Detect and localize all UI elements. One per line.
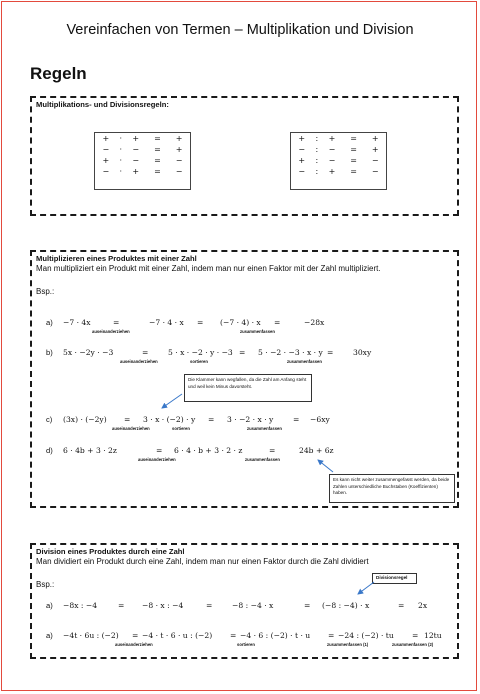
arrow-to-division-rule bbox=[358, 582, 374, 594]
sign-symbol: + bbox=[328, 134, 336, 143]
sign-symbol: − bbox=[328, 156, 336, 165]
step-label: auseinanderziehen bbox=[115, 642, 153, 647]
step-label: sortieren bbox=[237, 642, 255, 647]
sign-symbol: + bbox=[371, 145, 379, 154]
term: −4t · 6u : (−2) bbox=[63, 631, 119, 640]
sign-symbol: − bbox=[175, 167, 183, 176]
step-label: auseinanderziehen bbox=[92, 329, 130, 334]
example-label-a: a) bbox=[46, 601, 53, 610]
term: −4 · t · 6 · u : (−2) bbox=[142, 631, 213, 640]
equals: = bbox=[142, 348, 149, 357]
term: 5 · −2 · −3 · x · y bbox=[258, 348, 323, 357]
equals: = bbox=[118, 601, 125, 610]
step-label: sortieren bbox=[172, 426, 190, 431]
step-label: zusammenfassen bbox=[247, 426, 282, 431]
equals: = bbox=[124, 415, 131, 424]
sign-symbol: + bbox=[328, 167, 336, 176]
sign-symbol: + bbox=[175, 134, 183, 143]
step-label: auseinanderziehen bbox=[112, 426, 150, 431]
equals: = bbox=[293, 415, 300, 424]
sign-symbol: = bbox=[350, 156, 357, 165]
term: 12tu bbox=[424, 631, 442, 640]
equals: = bbox=[208, 415, 215, 424]
equals: = bbox=[412, 631, 419, 640]
sign-symbol: + bbox=[298, 156, 306, 165]
example-label-a: a) bbox=[46, 318, 53, 327]
term: 5x · −2y · −3 bbox=[63, 348, 114, 357]
sign-symbol: = bbox=[154, 145, 161, 154]
sign-symbol: + bbox=[371, 134, 379, 143]
step-label: zusammenfassen (1) bbox=[327, 642, 369, 647]
sign-symbol: + bbox=[102, 156, 110, 165]
example-label-b: b) bbox=[46, 348, 53, 357]
step-label: auseinanderziehen bbox=[120, 359, 158, 364]
equals: = bbox=[132, 631, 139, 640]
division-rule-callout: Divisionsregel bbox=[372, 573, 417, 584]
term: −28x bbox=[304, 318, 325, 327]
section-title: Regeln bbox=[30, 64, 87, 83]
term: −8x : −4 bbox=[63, 601, 98, 610]
example-label-a: a) bbox=[46, 631, 53, 640]
document-title: Vereinfachen von Termen – Multiplikation und Division bbox=[66, 22, 414, 38]
equals: = bbox=[206, 601, 213, 610]
term: (3x) · (−2y) bbox=[63, 415, 107, 424]
sign-symbol: + bbox=[298, 134, 306, 143]
sign-symbol: + bbox=[102, 134, 110, 143]
term: 2x bbox=[418, 601, 428, 610]
step-label: auseinanderziehen bbox=[138, 457, 176, 462]
arrow-to-example-d bbox=[318, 460, 333, 472]
step-label: zusammenfassen bbox=[287, 359, 322, 364]
division-heading: Division eines Produktes durch eine Zahl bbox=[36, 547, 185, 556]
sign-symbol: = bbox=[154, 134, 161, 143]
sign-symbol: · bbox=[119, 145, 123, 154]
equals: = bbox=[327, 348, 334, 357]
term: 6 · 4b + 3 · 2z bbox=[63, 446, 117, 455]
sign-symbol: = bbox=[154, 167, 161, 176]
term: −4 · 6 : (−2) · t · u bbox=[240, 631, 311, 640]
term: −8 · x : −4 bbox=[142, 601, 184, 610]
sign-symbol: − bbox=[298, 145, 306, 154]
term: 30xy bbox=[353, 348, 372, 357]
sign-symbol: : bbox=[315, 156, 319, 165]
equals: = bbox=[304, 601, 311, 610]
sign-symbol: : bbox=[315, 167, 319, 176]
step-label: zusammenfassen bbox=[245, 457, 280, 462]
term: 3 · −2 · x · y bbox=[227, 415, 274, 424]
sign-symbol: = bbox=[350, 167, 357, 176]
equals: = bbox=[239, 348, 246, 357]
sign-symbol: − bbox=[328, 145, 336, 154]
equals: = bbox=[156, 446, 163, 455]
example-label-c: c) bbox=[46, 415, 53, 424]
division-rule-text: Man dividiert ein Produkt durch eine Zahl, indem man nur einen Faktor durch die Zahl dividiert bbox=[36, 557, 369, 566]
sign-symbol: · bbox=[119, 167, 123, 176]
note-zusammenfassen: Es kann nicht weiter zusammengefasst werden, da beide Zahlen unterschiedliche Buchstaben (Koeffizienten) haben. bbox=[329, 474, 455, 503]
term: 6 · 4 · b + 3 · 2 · z bbox=[174, 446, 243, 455]
term: (−7 · 4) · x bbox=[220, 318, 261, 327]
note-klammer: Die Klammer kann wegfallen, da die Zahl am Anfang steht und weil kein Minus davorsteht. bbox=[184, 374, 312, 402]
sign-symbol: : bbox=[315, 145, 319, 154]
rules-heading: Multiplikations- und Divisionsregeln: bbox=[36, 100, 169, 109]
sign-symbol: − bbox=[371, 156, 379, 165]
equals: = bbox=[113, 318, 120, 327]
equals: = bbox=[328, 631, 335, 640]
sign-symbol: = bbox=[350, 145, 357, 154]
sign-symbol: − bbox=[102, 145, 110, 154]
equals: = bbox=[230, 631, 237, 640]
equals: = bbox=[274, 318, 281, 327]
sign-symbol: + bbox=[175, 145, 183, 154]
term: −7 · 4x bbox=[63, 318, 91, 327]
term: −6xy bbox=[310, 415, 330, 424]
arrow-to-example-c bbox=[162, 394, 182, 408]
example-label: Bsp.: bbox=[36, 580, 55, 589]
sign-symbol: · bbox=[119, 134, 123, 143]
equals: = bbox=[269, 446, 276, 455]
multiplication-heading: Multiplizieren eines Produktes mit einer Zahl bbox=[36, 254, 197, 263]
example-label-d: d) bbox=[46, 446, 53, 455]
sign-symbol: = bbox=[154, 156, 161, 165]
step-label: zusammenfassen (2) bbox=[392, 642, 434, 647]
sign-symbol: − bbox=[371, 167, 379, 176]
sign-symbol: = bbox=[350, 134, 357, 143]
sign-symbol: − bbox=[132, 156, 140, 165]
sign-symbol: − bbox=[132, 145, 140, 154]
equals: = bbox=[398, 601, 405, 610]
multiplication-rule-text: Man multipliziert ein Produkt mit einer Zahl, indem man nur einen Faktor mit der Zahl multipliziert. bbox=[36, 264, 381, 273]
term: −24 : (−2) · tu bbox=[338, 631, 394, 640]
term: 5 · x · −2 · y · −3 bbox=[168, 348, 233, 357]
term: −7 · 4 · x bbox=[149, 318, 184, 327]
sign-symbol: − bbox=[298, 167, 306, 176]
example-label: Bsp.: bbox=[36, 287, 55, 296]
sign-symbol: − bbox=[102, 167, 110, 176]
sign-symbol: + bbox=[132, 167, 140, 176]
step-label: sortieren bbox=[190, 359, 208, 364]
sign-symbol: + bbox=[132, 134, 140, 143]
term: 24b + 6z bbox=[299, 446, 334, 455]
step-label: zusammenfassen bbox=[240, 329, 275, 334]
term: 3 · x · (−2) · y bbox=[143, 415, 196, 424]
sign-symbol: · bbox=[119, 156, 123, 165]
equals: = bbox=[197, 318, 204, 327]
term: −8 : −4 · x bbox=[232, 601, 274, 610]
sign-symbol: : bbox=[315, 134, 319, 143]
term: (−8 : −4) · x bbox=[322, 601, 370, 610]
sign-symbol: − bbox=[175, 156, 183, 165]
